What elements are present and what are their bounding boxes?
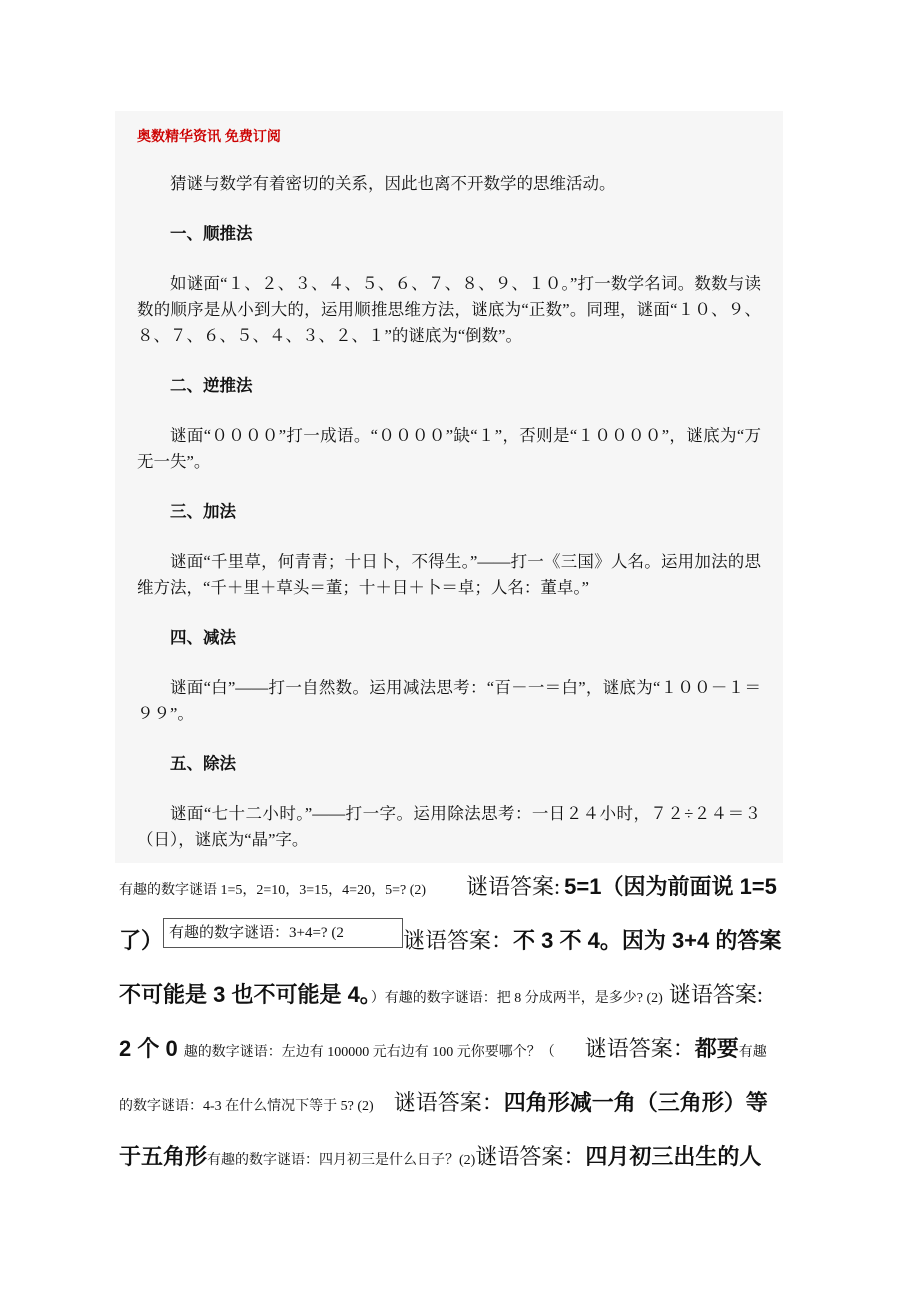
answer-label: 谜语答案： (475, 1144, 586, 1169)
section-4-body: 谜面“白”——打一自然数。运用减法思考：“百－一＝白”，谜底为“１００－１＝９９”。 (137, 678, 761, 723)
riddle-answer-continued: 了） (119, 928, 164, 953)
section-2-heading: 二、逆推法 (170, 376, 253, 395)
section-2-body: 谜面“００００”打一成语。“００００”缺“１”，否则是“１００００”，谜底为“万无一失”。 (137, 426, 761, 471)
riddle-input-box[interactable]: 有趣的数字谜语：3+4=? (2 (163, 918, 403, 948)
riddle-question: 趣的数字谜语：左边有 100000 元右边有 100 元你要哪个？（ (183, 1045, 555, 1060)
section-3-heading: 三、加法 (170, 502, 236, 521)
riddle-question: ）有趣的数字谜语：把 8 分成两半，是多少? (2) (370, 991, 663, 1006)
riddle-question: 有趣的数字谜语 1=5，2=10，3=15，4=20，5=? (2) (119, 883, 427, 898)
section-1-body: 如谜面“１、２、３、４、５、６、７、８、９、１０。”打一数学名词。数数与读数的顺序是从小到大的，运用顺推思维方法，谜底为“正数”。同理，谜面“１０、９、８、７、６、５、４、３、２、１”的谜底为“倒数”。 (137, 274, 761, 345)
riddle-line-6 (119, 1130, 859, 1184)
riddle-answer: 都要 (694, 1036, 739, 1061)
section-5-body: 谜面“七十二小时。”——打一字。运用除法思考：一日２４小时，７２÷２４＝３（日），谜底为“晶”字。 (137, 804, 761, 849)
riddle-question: 有趣的数字谜语：四月初三是什么日子？(2) (207, 1153, 476, 1168)
section-1-heading: 一、顺推法 (170, 224, 253, 243)
riddle-answer-continued: 于五角形 (119, 1144, 208, 1169)
riddle-line-1 (119, 860, 859, 914)
riddle-answer-continued: 2 个 0 (119, 1036, 178, 1061)
riddle-line-3 (119, 968, 859, 1022)
answer-label: 谜语答案： (403, 928, 514, 953)
info-panel (115, 111, 783, 863)
riddle-question: 的数字谜语：4-3 在什么情况下等于 5? (2) (119, 1099, 374, 1114)
section-4-heading: 四、减法 (170, 628, 236, 647)
riddle-answer: 不 3 不 4。因为 3+4 的答案 (513, 928, 782, 953)
riddle-answer: 5=1（因为前面说 1=5 (564, 874, 777, 899)
riddle-line-2 (119, 914, 859, 968)
subscription-banner-link[interactable]: 奥数精华资讯 免费订阅 (137, 128, 281, 144)
intro-paragraph: 猜谜与数学有着密切的关系，因此也离不开数学的思维活动。 (170, 174, 616, 193)
riddle-answer: 四月初三出生的人 (585, 1144, 762, 1169)
answer-label: 谜语答案: (668, 982, 763, 1007)
riddle-line-4 (119, 1022, 859, 1076)
answer-label: 谜语答案： (393, 1090, 504, 1115)
section-5-heading: 五、除法 (170, 754, 236, 773)
section-3-body: 谜面“千里草，何青青；十日卜，不得生。”——打一《三国》人名。运用加法的思维方法，“千＋里＋草头＝董；十＋日＋卜＝卓；人名：董卓。” (137, 552, 761, 597)
answer-label: 谜语答案： (584, 1036, 695, 1061)
riddles-section (115, 860, 859, 1184)
riddle-answer-continued: 不可能是 3 也不可能是 4。 (119, 982, 371, 1007)
riddle-line-5 (119, 1076, 859, 1130)
riddle-answer: 四角形减一角（三角形）等 (503, 1090, 768, 1115)
riddle-question-tail: 有趣 (738, 1045, 767, 1060)
answer-label: 谜语答案: (466, 874, 561, 899)
